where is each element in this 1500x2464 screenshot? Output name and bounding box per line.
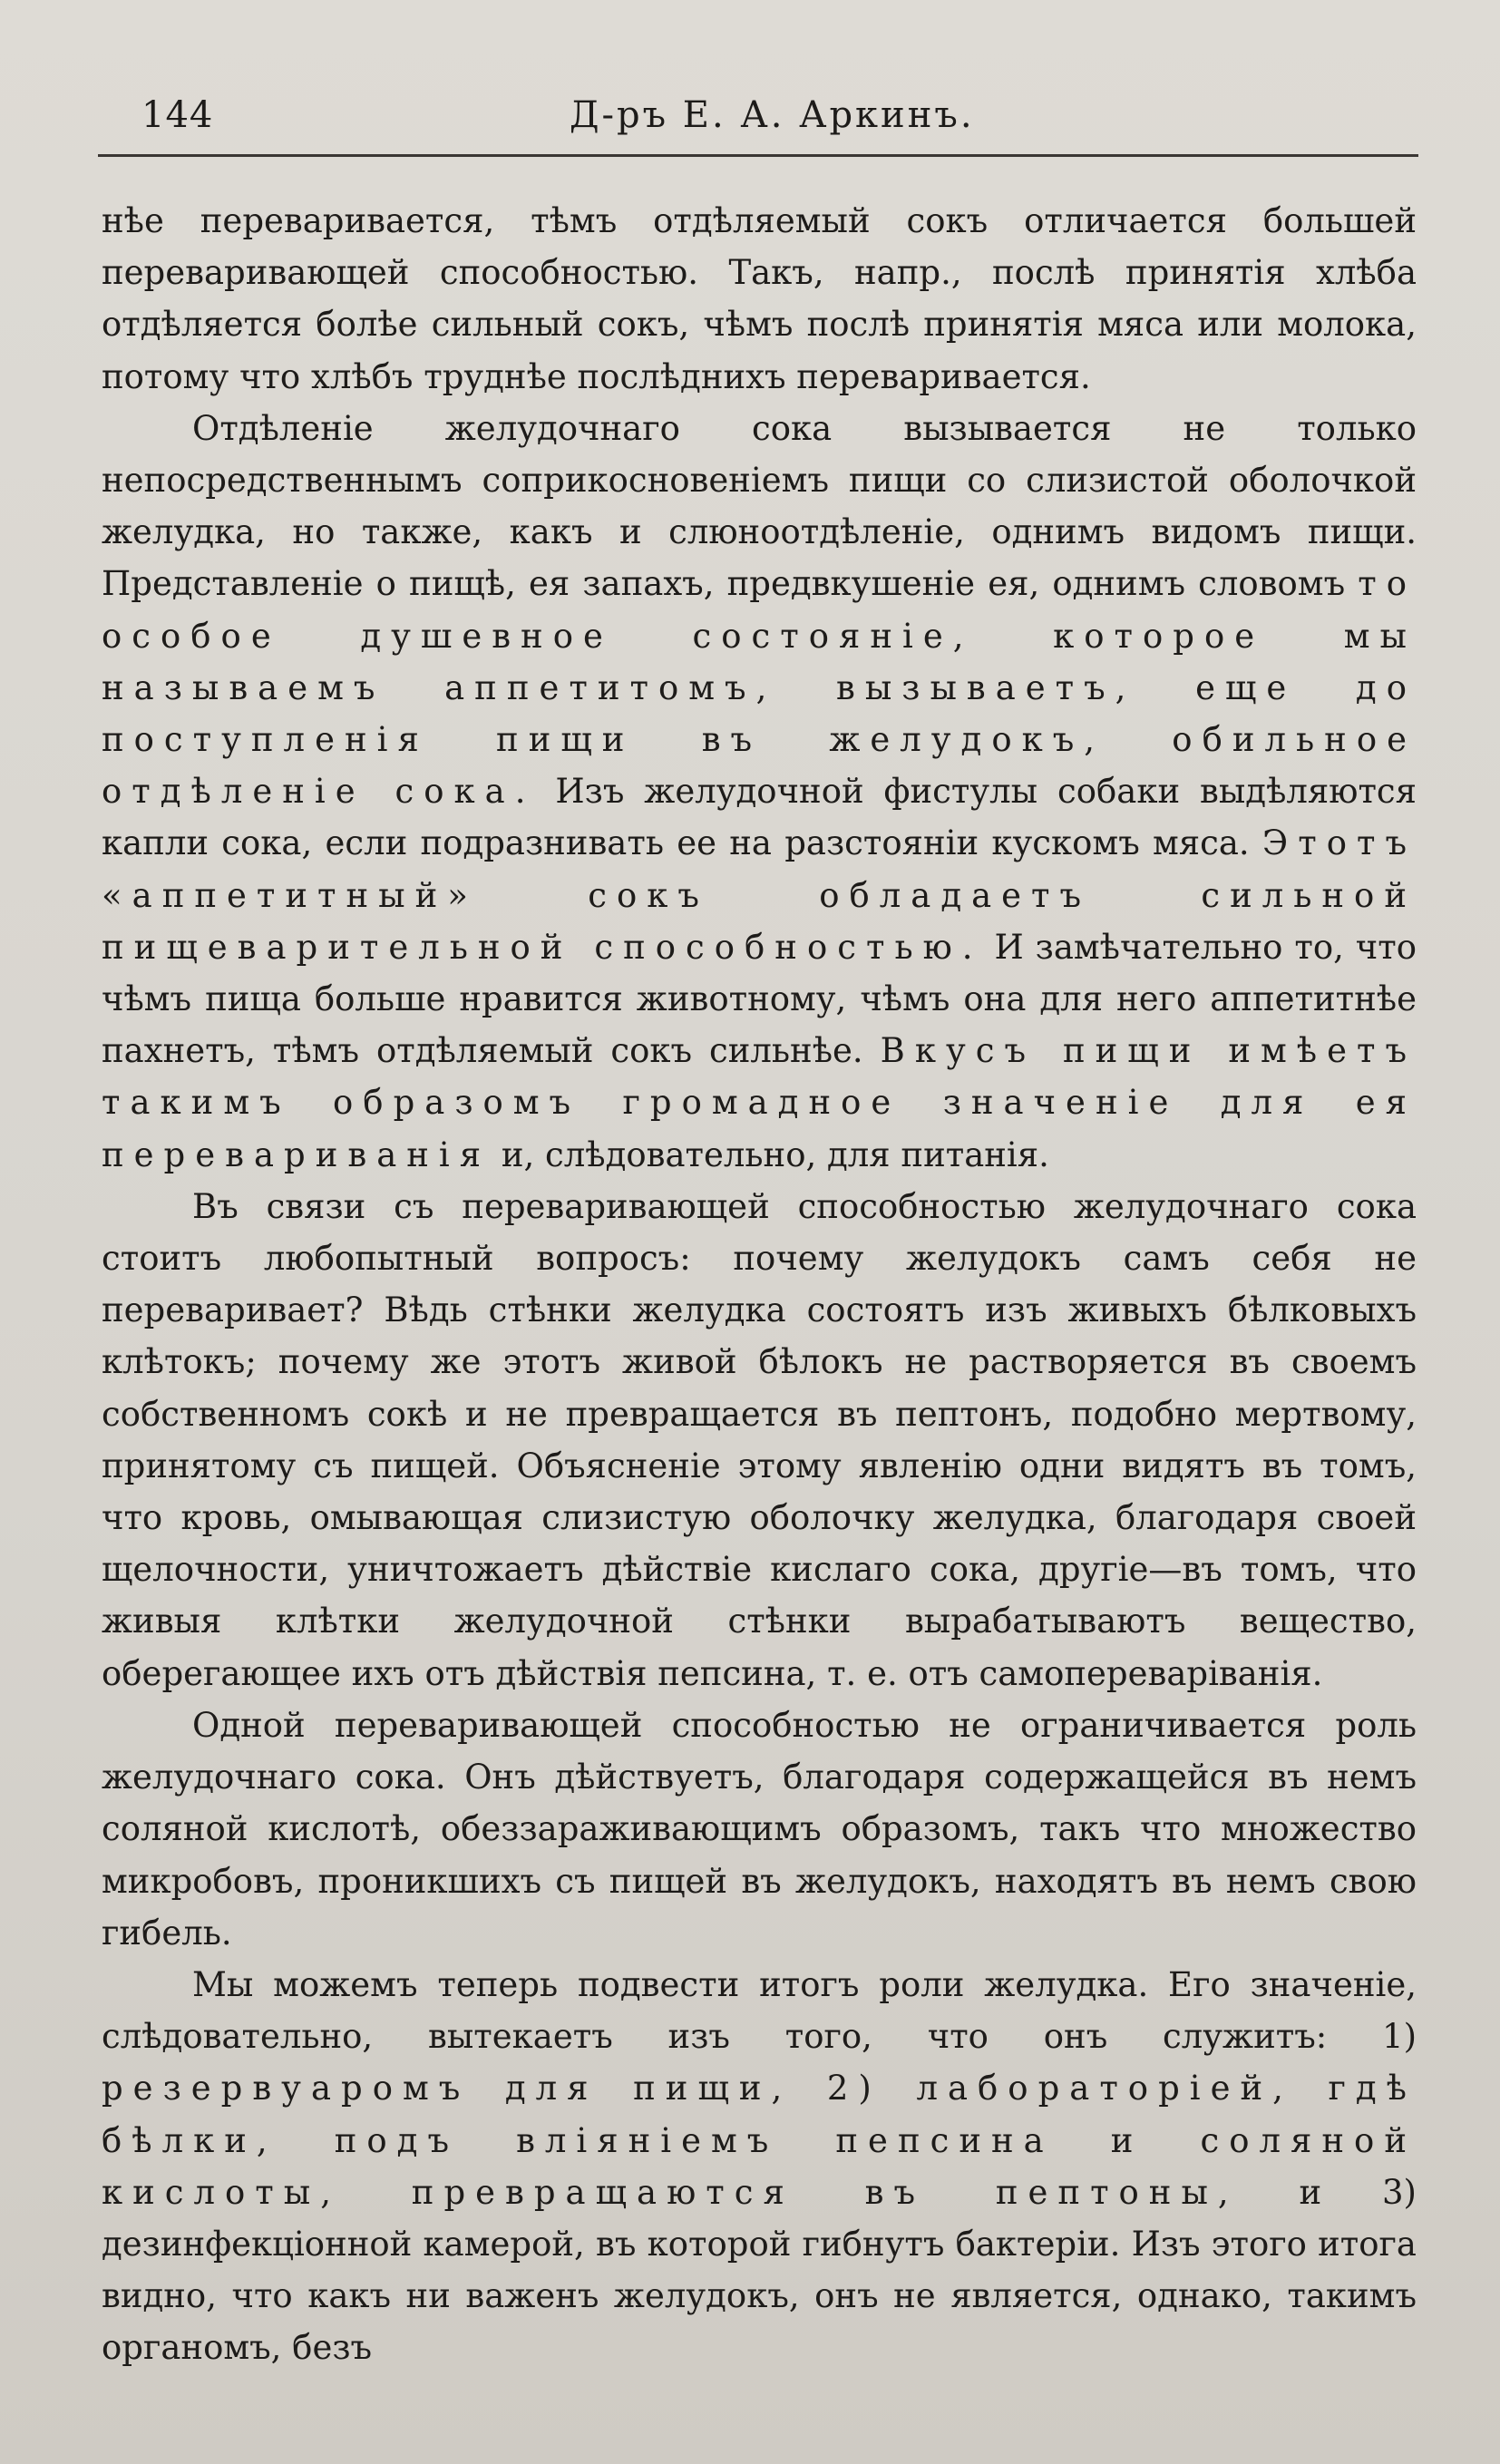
paragraph-2	[102, 403, 1417, 1181]
emphasized-text: резервуаромъ для пищи, 2) лабораторіей, гдѣ бѣлки, подъ вліяніемъ пепсина и соляной кислоты, превращаются въ пептоны,	[102, 2069, 1417, 2212]
emphasized-text: Этотъ «аппетитный» сокъ обладаетъ сильной пищеварительной способностью.	[102, 823, 1417, 967]
paragraph-text: нѣе переваривается, тѣмъ отдѣляемый сокъ отличается большей переваривающей способностью. Такъ, напр., послѣ принятія хлѣба отдѣляется болѣе сильный сокъ, чѣмъ послѣ принятія мяса или молока, потому что хлѣбъ труднѣе послѣднихъ переваривается.	[102, 201, 1417, 396]
paragraph-4	[102, 1699, 1417, 1959]
paragraph-5	[102, 1959, 1417, 2374]
paragraph-text: Отдѣленіе желудочнаго сока вызывается не только непосредственнымъ соприкосновеніемъ пищи со слизистой оболочкой желудка, но также, какъ и слюноотдѣленіе, однимъ видомъ пищи. Представленіе о пищѣ, ея запахъ, предвкушеніе ея, однимъ словомъ	[102, 408, 1417, 604]
paragraph-text: Мы можемъ теперь подвести итогъ роли желудка. Его значеніе, слѣдовательно, вытекаетъ изъ того, что онъ служитъ: 1)	[102, 1964, 1417, 2057]
body-text	[102, 195, 1417, 2374]
paragraph-text: Одной переваривающей способностью не ограничивается роль желудочнаго сока. Онъ дѣйствуетъ, благодаря содержащейся въ немъ соляной кислотѣ, обеззараживающимъ образомъ, такъ что множество микробовъ, проникшихъ съ пищей въ желудокъ, находятъ въ немъ свою гибель.	[102, 1705, 1417, 1953]
paragraph-3	[102, 1181, 1417, 1699]
paragraph-text: и, слѣдовательно, для питанія.	[491, 1135, 1049, 1174]
paragraph-text: Изъ желудочной фистулы собаки выдѣляются капли сока, если подразнивать ее на разстояніи кускомъ мяса.	[102, 772, 1417, 863]
paragraph-text: Въ связи съ переваривающей способностью желудочнаго сока стоитъ любопытный вопросъ: почему желудокъ самъ себя не переваривает? Вѣдь стѣнки желудка состоятъ изъ живыхъ бѣлковыхъ клѣтокъ; почему же этотъ живой бѣлокъ не растворяется въ своемъ собственномъ сокѣ и не превращается въ пептонъ, подобно мертвому, принятому съ пищей. Объясненіе этому явленію одни видятъ въ томъ, что кровь, омывающая слизистую оболочку желудка, благодаря своей щелочности, уничтожаетъ дѣйствіе кислаго сока, другіе—въ томъ, что живыя клѣтки желудочной стѣнки вырабатываютъ вещество, оберегающее ихъ отъ дѣйствія пепсина, т. е. отъ самопереваріванія.	[102, 1186, 1417, 1693]
paragraph-text: и 3) дезинфекціонной камерой, въ которой гибнутъ бактеріи. Изъ этого итога видно, что какъ ни важенъ желудокъ, онъ не является, однако, такимъ органомъ, безъ	[102, 2172, 1417, 2368]
emphasized-text: Вкусъ пищи имѣетъ такимъ образомъ громадное значеніе для ея перевариванія	[102, 1031, 1417, 1174]
emphasized-text: то особое душевное состояніе, которое мы называемъ аппетитомъ, вызываетъ, еще до поступленія пищи въ желудокъ, обильное отдѣленіе сока.	[102, 564, 1417, 812]
page-header	[98, 91, 1418, 157]
paragraph-text: И замѣчательно то, что чѣмъ пища больше нравится животному, чѣмъ она для него аппетитнѣе пахнетъ, тѣмъ отдѣляемый сокъ сильнѣе.	[102, 927, 1417, 1071]
running-title: Д-ръ Е. А. Аркинъ.	[570, 94, 975, 136]
page-number: 144	[141, 94, 214, 136]
paragraph-1	[102, 195, 1417, 403]
